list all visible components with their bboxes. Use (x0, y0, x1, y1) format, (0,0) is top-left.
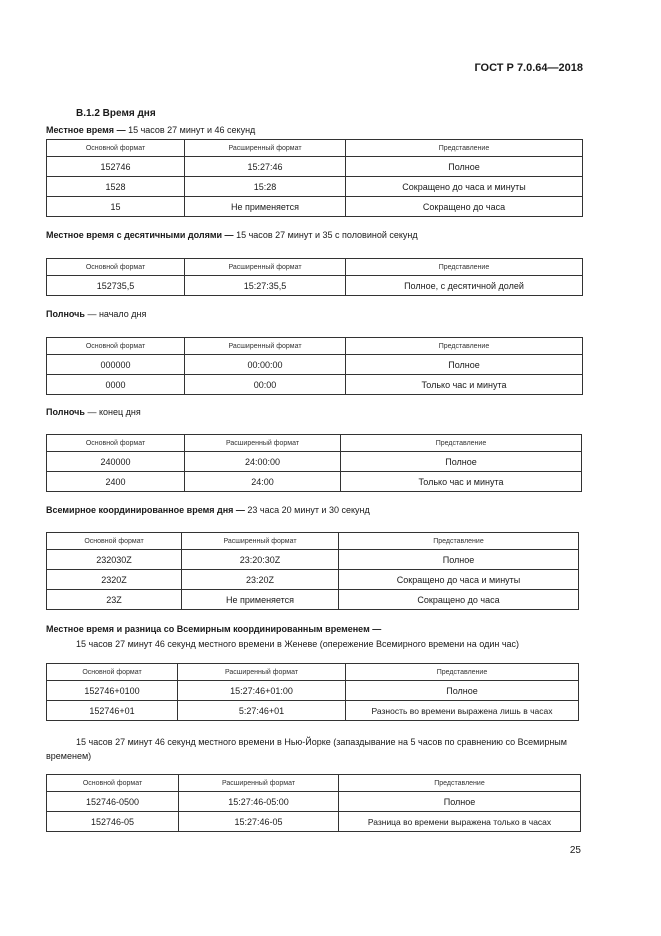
caption-local-time-decimal: Местное время с десятичными долями — 15 часов 27 минут и 35 с половиной секунд (46, 230, 418, 240)
caption-midnight-start: Полночь — начало дня (46, 309, 147, 319)
table-row: 240000 24:00:00 Полное (47, 452, 582, 472)
note-new-york: 15 часов 27 минут 46 секунд местного времени в Нью-Йорке (запаздывание на 5 часов по сравнению со Всемирным временем) (46, 737, 567, 761)
table-header-row: Основной формат Расширенный формат Представление (47, 259, 583, 276)
table-row: 23Z Не применяется Сокращено до часа (47, 590, 579, 610)
table-header-row: Основной формат Расширенный формат Представление (47, 140, 583, 157)
table-row: 152746-05 15:27:46-05 Разница во времени выражена только в часах (47, 812, 581, 832)
table-row: 232030Z 23:20:30Z Полное (47, 550, 579, 570)
table-row: 000000 00:00:00 Полное (47, 355, 583, 375)
page-number: 25 (569, 845, 581, 856)
table-midnight-end (46, 434, 582, 492)
table-row: 2400 24:00 Только час и минута (47, 472, 582, 492)
table-new-york (46, 774, 581, 832)
document-header: ГОСТ Р 7.0.64—2018 (474, 62, 583, 74)
table-header-row: Основной формат Расширенный формат Представление (47, 775, 581, 792)
table-row: 1528 15:28 Сокращено до часа и минуты (47, 177, 583, 197)
section-title: В.1.2 Время дня (76, 108, 156, 119)
table-row: 2320Z 23:20Z Сокращено до часа и минуты (47, 570, 579, 590)
caption-local-utc-diff: Местное время и разница со Всемирным координированным временем — (46, 624, 382, 634)
caption-utc: Всемирное координированное время дня — 23 часа 20 минут и 30 секунд (46, 505, 370, 515)
table-header-row: Основной формат Расширенный формат Представление (47, 533, 579, 550)
caption-midnight-end: Полночь — конец дня (46, 407, 141, 417)
table-utc (46, 532, 579, 610)
table-header-row: Основной формат Расширенный формат Представление (47, 664, 579, 681)
table-header-row: Основной формат Расширенный формат Представление (47, 435, 582, 452)
table-row: 152746+0100 15:27:46+01:00 Полное (47, 681, 579, 701)
table-geneva (46, 663, 579, 721)
table-row: 152746-0500 15:27:46-05:00 Полное (47, 792, 581, 812)
note-geneva: 15 часов 27 минут 46 секунд местного времени в Женеве (опережение Всемирного времени на один час) (76, 639, 520, 649)
table-local-time (46, 139, 583, 217)
table-row: 0000 00:00 Только час и минута (47, 375, 583, 395)
table-row: 15 Не применяется Сокращено до часа (47, 197, 583, 217)
table-midnight-start (46, 337, 583, 395)
table-local-time-decimal (46, 258, 583, 296)
table-row: 152735,5 15:27:35,5 Полное, с десятичной долей (47, 276, 583, 296)
caption-local-time: Местное время — 15 часов 27 минут и 46 секунд (46, 125, 256, 135)
table-row: 152746 15:27:46 Полное (47, 157, 583, 177)
table-row: 152746+01 5:27:46+01 Разность во времени выражена лишь в часах (47, 701, 579, 721)
table-header-row: Основной формат Расширенный формат Представление (47, 338, 583, 355)
